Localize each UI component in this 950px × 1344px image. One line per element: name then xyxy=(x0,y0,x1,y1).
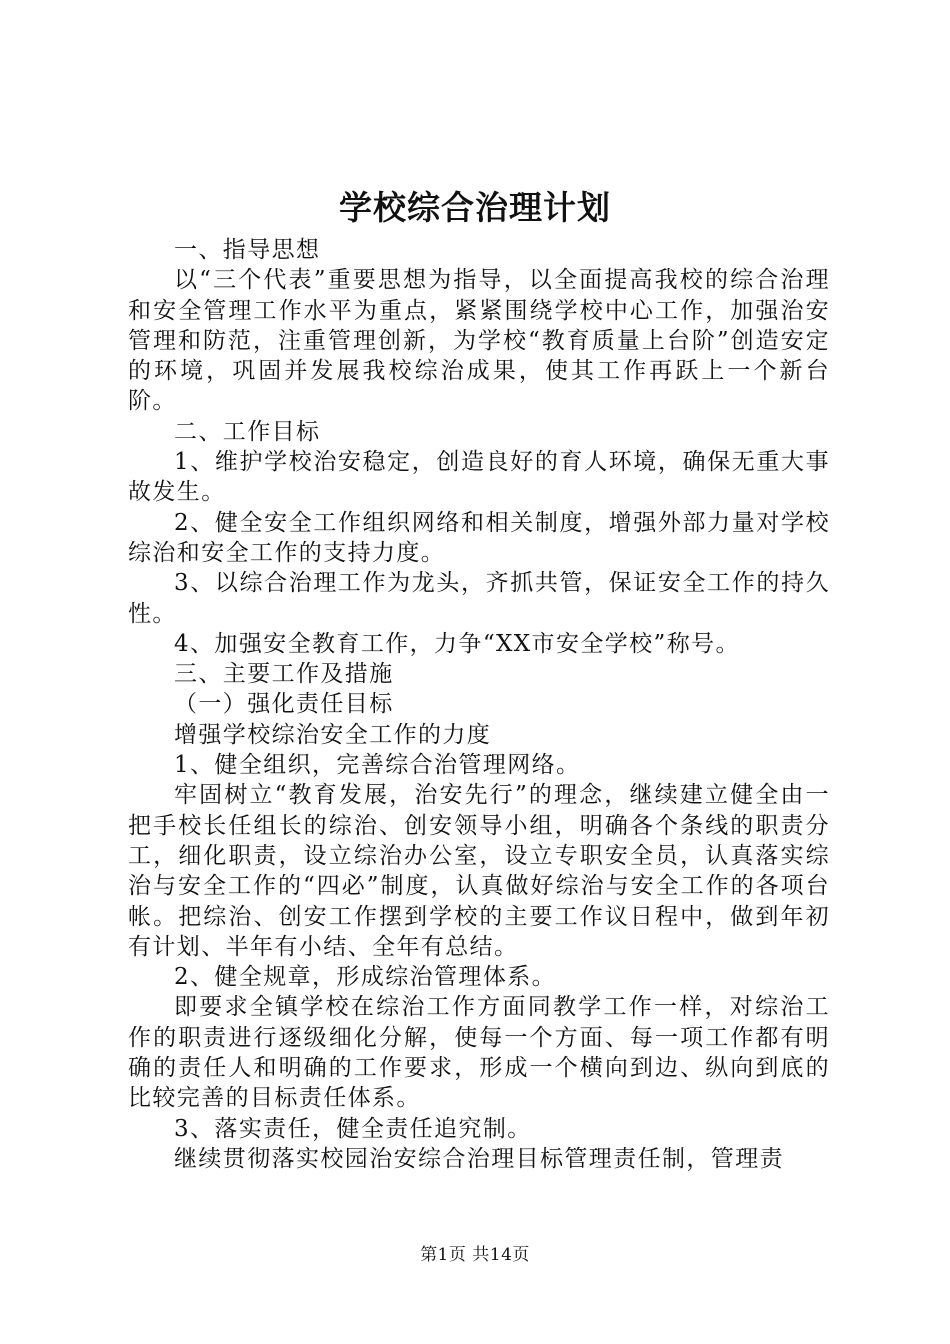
measure-heading: 2、健全规章，形成综治管理体系。 xyxy=(174,964,557,991)
document-title: 学校综合治理计划 xyxy=(339,188,611,227)
section-heading-main-work: 三、主要工作及措施 xyxy=(174,661,394,688)
goal-item: 4、加强安全教育工作，力争“XX市安全学校”称号。 xyxy=(174,630,740,657)
goal-item: 1、维护学校治安稳定，创造良好的育人环境，确保无重大事故发生。 xyxy=(128,449,830,506)
section-heading-guiding-ideology: 一、指导思想 xyxy=(174,237,321,263)
subsection-heading: （一）强化责任目标 xyxy=(174,691,394,718)
measure-heading: 1、健全组织，完善综合治管理网络。 xyxy=(174,752,581,779)
paragraph: 继续贯彻落实校园治安综合治理目标管理责任制，管理责 xyxy=(174,1145,784,1172)
measure-heading: 3、落实责任，健全责任追究制。 xyxy=(174,1115,532,1142)
paragraph: 牢固树立“教育发展，治安先行”的理念，继续建立健全由一把手校长任组长的综治、创安领导小组，明确各个条线的职责分工，细化职责，设立综治办公室，设立专职安全员，认真落实综治与安全工作的“四必”制度，认真做好综治与安全工作的各项台帐。把综治、创安工作摆到学校的主要工作议日程中，做到年初有计划、半年有小结、全年有总结。 xyxy=(128,782,830,960)
paragraph: 即要求全镇学校在综治工作方面同教学工作一样，对综治工作的职责进行逐级细化分解，使每一个方面、每一项工作都有明确的责任人和明确的工作要求，形成一个横向到边、纵向到底的比较完善的目标责任体系。 xyxy=(128,994,830,1112)
goal-item: 3、以综合治理工作为龙头，齐抓共管，保证安全工作的持久性。 xyxy=(128,570,830,627)
goal-item: 2、健全安全工作组织网络和相关制度，增强外部力量对学校综治和安全工作的支持力度。 xyxy=(128,509,830,566)
paragraph: 以“三个代表”重要思想为指导，以全面提高我校的综合治理和安全管理工作水平为重点，紧紧围绕学校中心工作，加强治安管理和防范，注重管理创新，为学校“教育质量上台阶”创造安定的环境，巩固并发展我校综治成果，使其工作再跃上一个新台阶。 xyxy=(128,267,830,415)
page-number-footer: 第1页 共14页 xyxy=(420,1245,530,1265)
subsection-subtitle: 增强学校综治安全工作的力度 xyxy=(174,721,492,748)
section-heading-work-goals: 二、工作目标 xyxy=(174,418,321,445)
document-body xyxy=(128,235,830,1174)
